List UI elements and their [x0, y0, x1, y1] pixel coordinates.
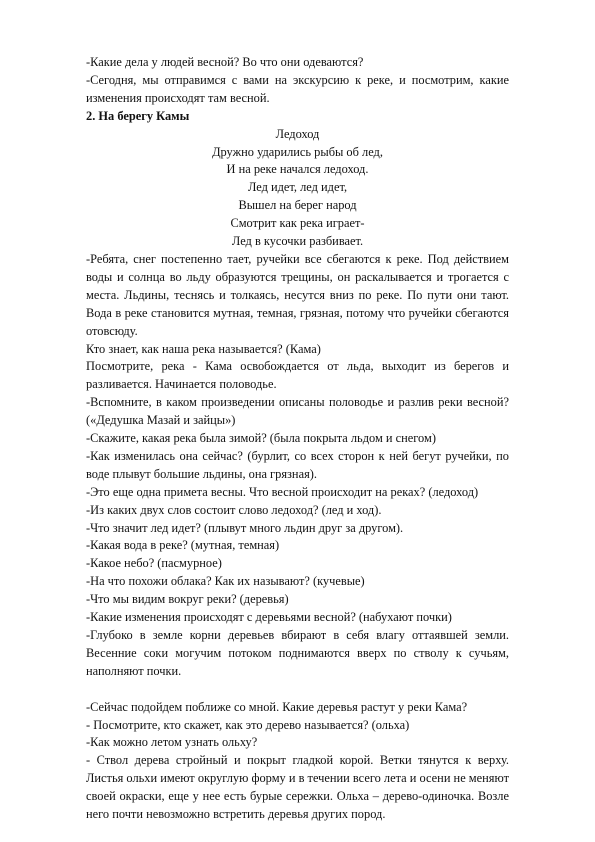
paragraph-roots: -Глубоко в земле корни деревьев вбирают в себя влагу оттаявшей земли. Весенние соки могучим потоком поднимаются вверх по стволу к сучьям, наполняют почки. [86, 628, 509, 678]
paragraph-river-name: Кто знает, как наша река называется? (Кама) [86, 341, 321, 356]
blank-line [86, 681, 509, 699]
paragraph-spring-sign: -Это еще одна примета весны. Что весной происходит на реках? (ледоход) [86, 484, 479, 499]
paragraph-tree-changes: -Какие изменения происходят с деревьями весной? (набухают почки) [86, 610, 452, 625]
poem-line: Дружно ударились рыбы об лед, [212, 144, 383, 159]
poem-line: Лед идет, лед идет, [247, 180, 348, 195]
paragraph-river-now: -Как изменилась она сейчас? (бурлит, со всех сторон к ней бегут ручейки, по воде плывут большие льдины, она грязная). [86, 448, 509, 481]
paragraph-ice-moving: -Что значит лед идет? (плывут много льдин друг за другом). [86, 520, 404, 535]
paragraph-around-river: -Что мы видим вокруг реки? (деревья) [86, 592, 289, 607]
paragraph-word-parts: -Из каких двух слов состоит слово ледоход? (лед и ход). [86, 502, 382, 517]
paragraph-clouds: -На что похожи облака? Как их называют? (кучевые) [86, 574, 365, 589]
paragraph-tree-name: - Посмотрите, кто скажет, как это дерево называется? (ольха) [86, 717, 410, 732]
poem [86, 126, 509, 251]
paragraph-winter-river: -Скажите, какая река была зимой? (была покрыта льдом и снегом) [86, 431, 436, 446]
paragraph-literature: -Вспомните, в каком произведении описаны половодье и разлив реки весной? («Дедушка Мазай и зайцы») [86, 395, 509, 428]
poem-line: И на реке начался ледоход. [226, 162, 369, 177]
poem-line: Вышел на берег народ [238, 198, 357, 213]
section-heading: 2. На берегу Камы [86, 108, 190, 123]
poem-line: Лед в кусочки разбивает. [231, 234, 364, 249]
poem-line: Смотрит как река играет- [230, 216, 365, 231]
paragraph-water: -Какая вода в реке? (мутная, темная) [86, 538, 280, 553]
document-page [86, 54, 509, 824]
paragraph-recognize-alder: -Как можно летом узнать ольху? [86, 735, 258, 750]
paragraph-alder-description: - Ствол дерева стройный и покрыт гладкой корой. Ветки тянутся к верху. Листья ольхи имеют округлую форму и в течении всего лета и осени не меняют своей окраски, еще у нее есть бурые сережки. Ольха – дерево-одиночка. Возле него почти невозможно встретить деревья других пород. [86, 753, 509, 822]
paragraph-question-people: -Какие дела у людей весной? Во что они одеваются? [86, 55, 364, 69]
paragraph-flood: Посмотрите, река - Кама освобождается от льда, выходит из берегов и разливается. Начинается половодье. [86, 359, 509, 392]
paragraph-excursion: -Сегодня, мы отправимся с вами на экскурсию к реке, и посмотрим, какие изменения происходят там весной. [86, 72, 509, 105]
poem-title: Ледоход [275, 126, 320, 141]
paragraph-sky: -Какое небо? (пасмурное) [86, 556, 222, 571]
paragraph-snow-melting: -Ребята, снег постепенно тает, ручейки все сбегаются к реке. Под действием воды и солнца во льду образуются трещины, он раскалывается и трогается с места. Льдины, теснясь и толкаясь, несутся вниз по реке. По пути они тают. Вода в реке становится мутная, темная, грязная, потому что ручейки сбегаются отовсюду. [86, 251, 509, 338]
paragraph-trees-by-river: -Сейчас подойдем поближе со мной. Какие деревья растут у реки Кама? [86, 699, 468, 714]
